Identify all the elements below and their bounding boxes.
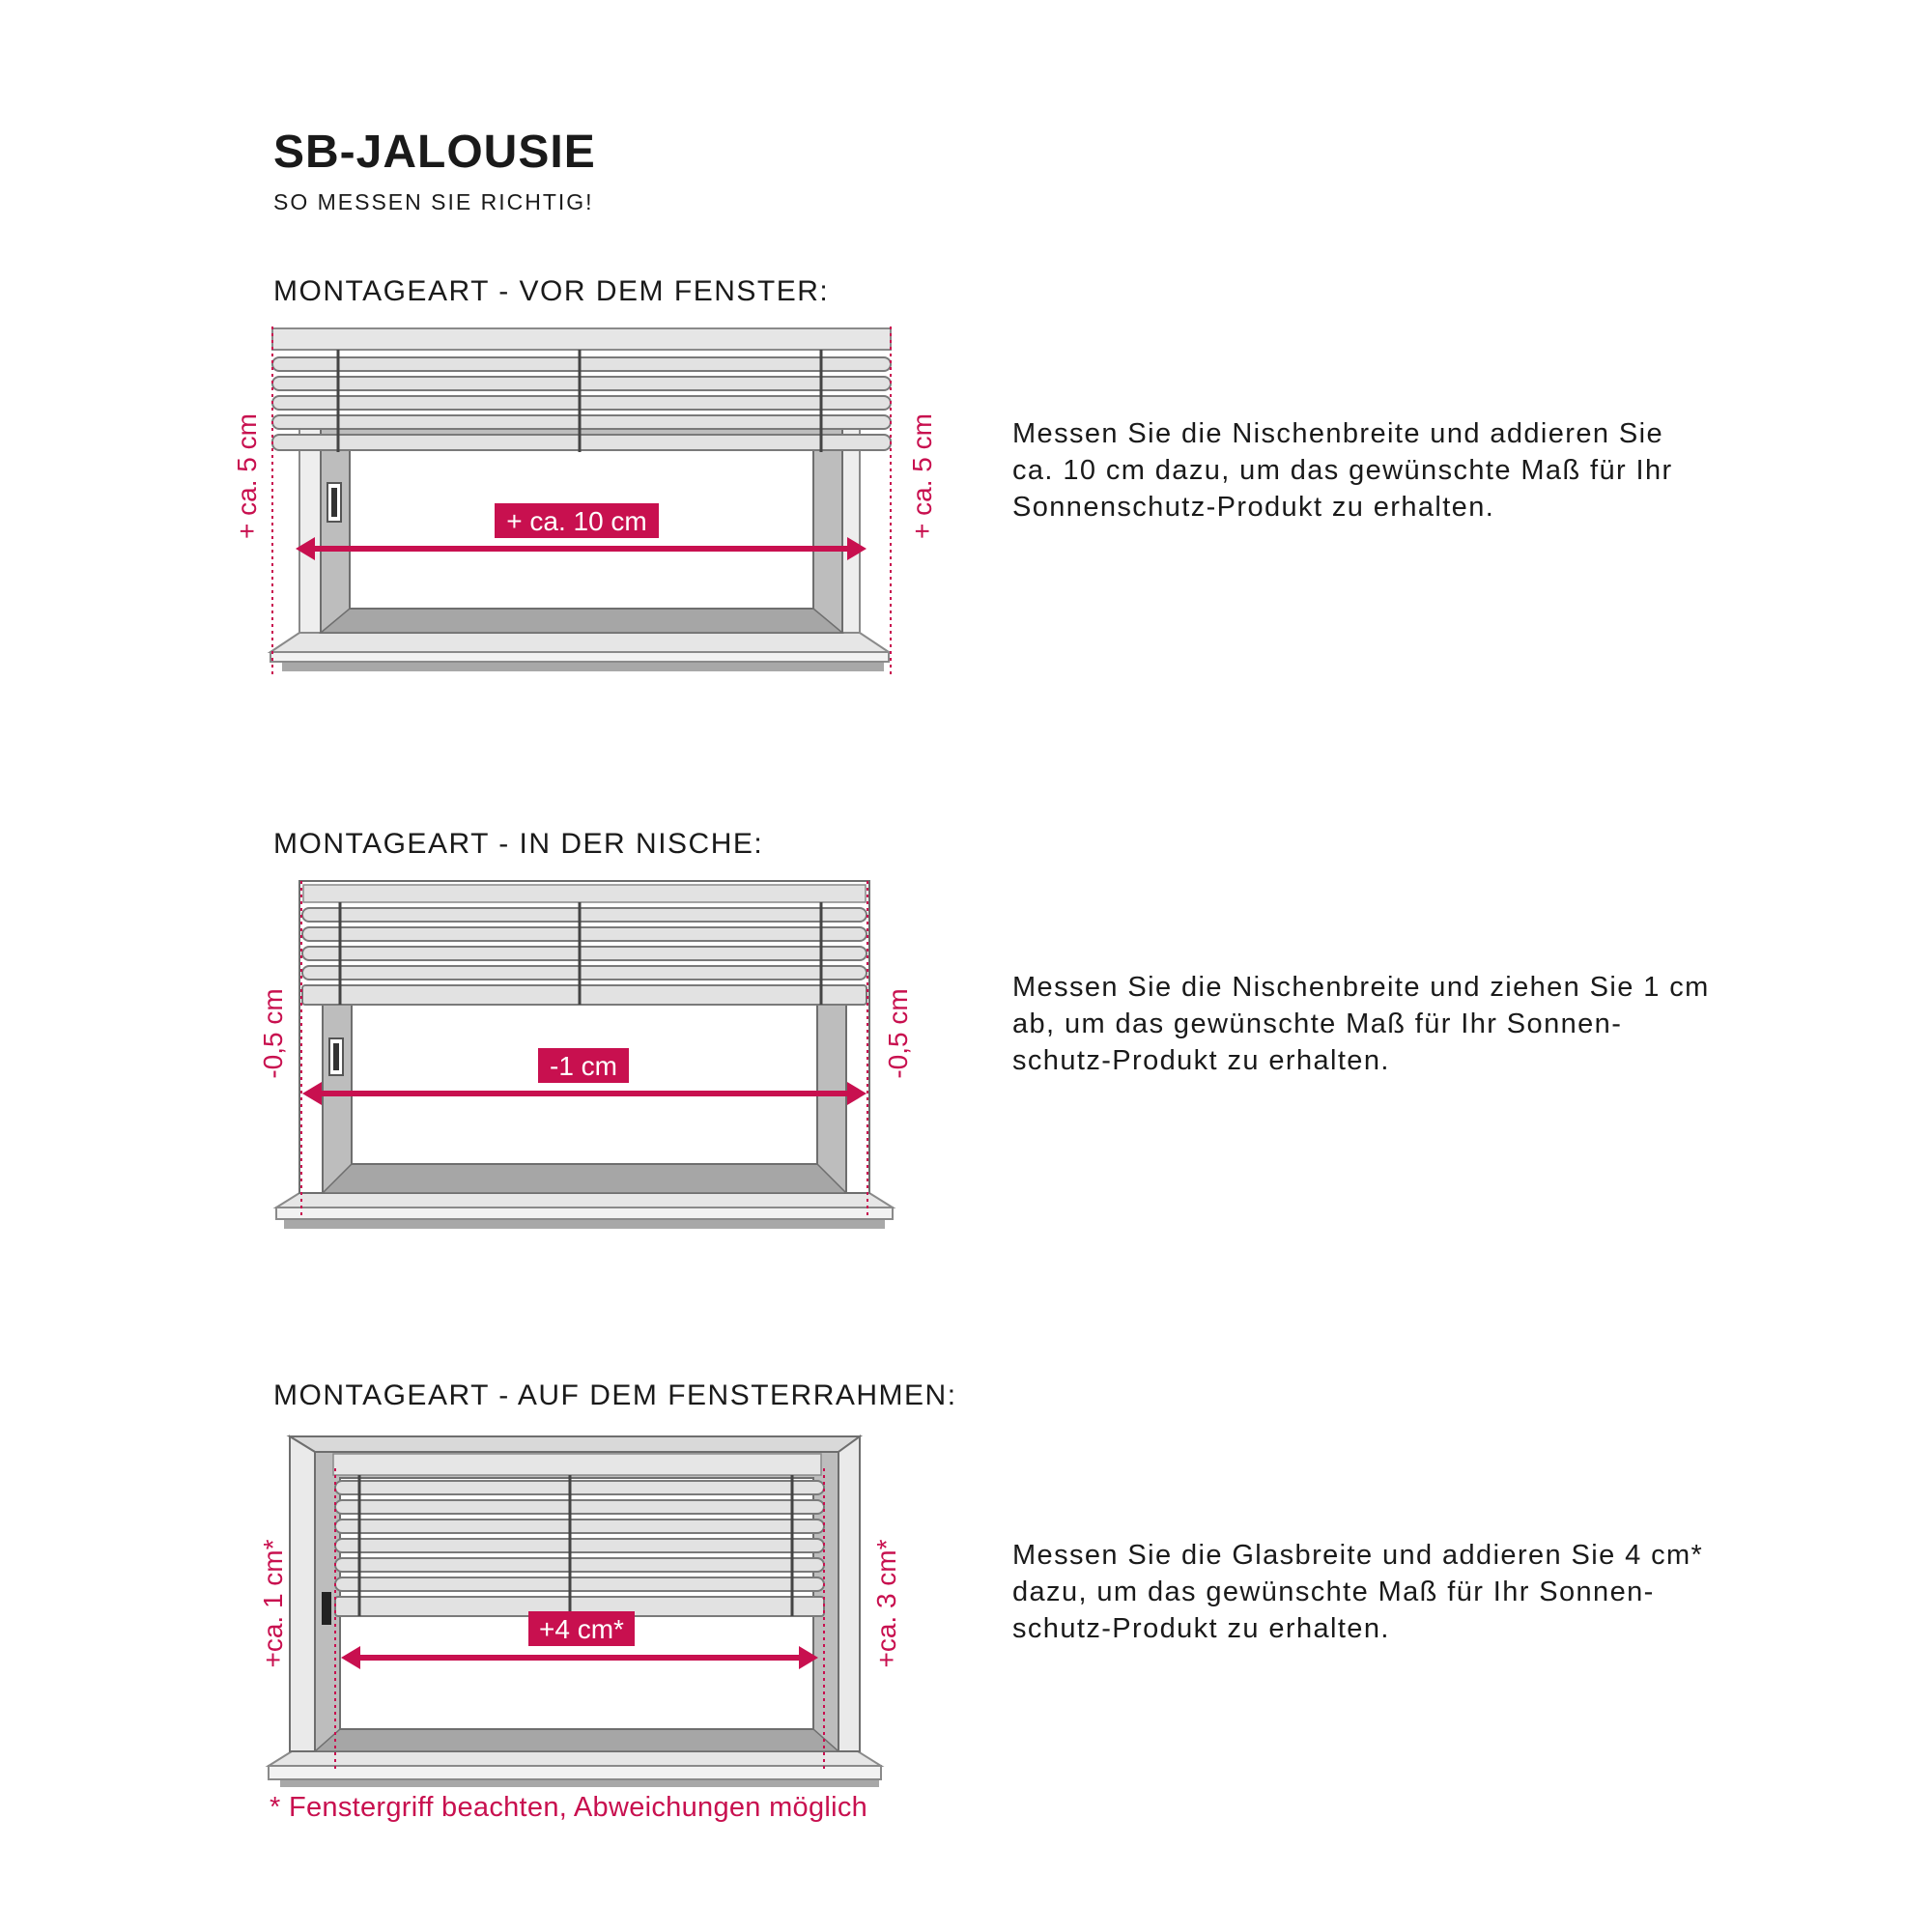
section-heading-in-der-nische: MONTAGEART - IN DER NISCHE:	[273, 828, 764, 860]
right-label: -0,5 cm	[883, 988, 913, 1079]
section-heading-vor-dem-fenster: MONTAGEART - VOR DEM FENSTER:	[273, 275, 830, 307]
section-description-1	[1012, 415, 1747, 526]
description-line: schutz-Produkt zu erhalten.	[1012, 1613, 1390, 1644]
right-label: +ca. 3 cm*	[871, 1539, 901, 1668]
center-label: + ca. 10 cm	[506, 506, 647, 536]
left-label: +ca. 1 cm*	[258, 1539, 288, 1668]
left-label: + ca. 5 cm	[232, 413, 262, 539]
section-heading-auf-dem-fensterrahmen: MONTAGEART - AUF DEM FENSTERRAHMEN:	[273, 1379, 957, 1411]
section-description-3	[1012, 1537, 1747, 1647]
section-description-2	[1012, 969, 1747, 1079]
center-label: +4 cm*	[539, 1614, 624, 1644]
footnote: * Fenstergriff beachten, Abweichungen möglich	[270, 1792, 868, 1823]
right-label: + ca. 5 cm	[907, 413, 937, 539]
description-line: Messen Sie die Glasbreite und addieren Sie 4 cm*	[1012, 1540, 1704, 1571]
blind-slats	[335, 1481, 824, 1616]
page-subtitle: SO MESSEN SIE RICHTIG!	[273, 189, 594, 214]
page-title: SB-JALOUSIE	[273, 127, 596, 178]
window-sill	[269, 1751, 881, 1766]
description-line: schutz-Produkt zu erhalten.	[1012, 1045, 1390, 1076]
window-handle	[322, 1592, 331, 1625]
description-line: ab, um das gewünschte Maß für Ihr Sonnen-	[1012, 1009, 1623, 1039]
description-line: Sonnenschutz-Produkt zu erhalten.	[1012, 492, 1495, 523]
description-line: Messen Sie die Nischenbreite und ziehen Sie 1 cm	[1012, 972, 1710, 1003]
description-line: Messen Sie die Nischenbreite und addieren Sie	[1012, 418, 1663, 449]
center-label: -1 cm	[550, 1051, 617, 1081]
description-line: ca. 10 cm dazu, um das gewünschte Maß für Ihr	[1012, 455, 1673, 486]
diagram-auf-dem-fensterrahmen	[0, 0, 966, 1797]
left-label: -0,5 cm	[258, 988, 288, 1079]
description-line: dazu, um das gewünschte Maß für Ihr Sonnen-	[1012, 1577, 1655, 1607]
